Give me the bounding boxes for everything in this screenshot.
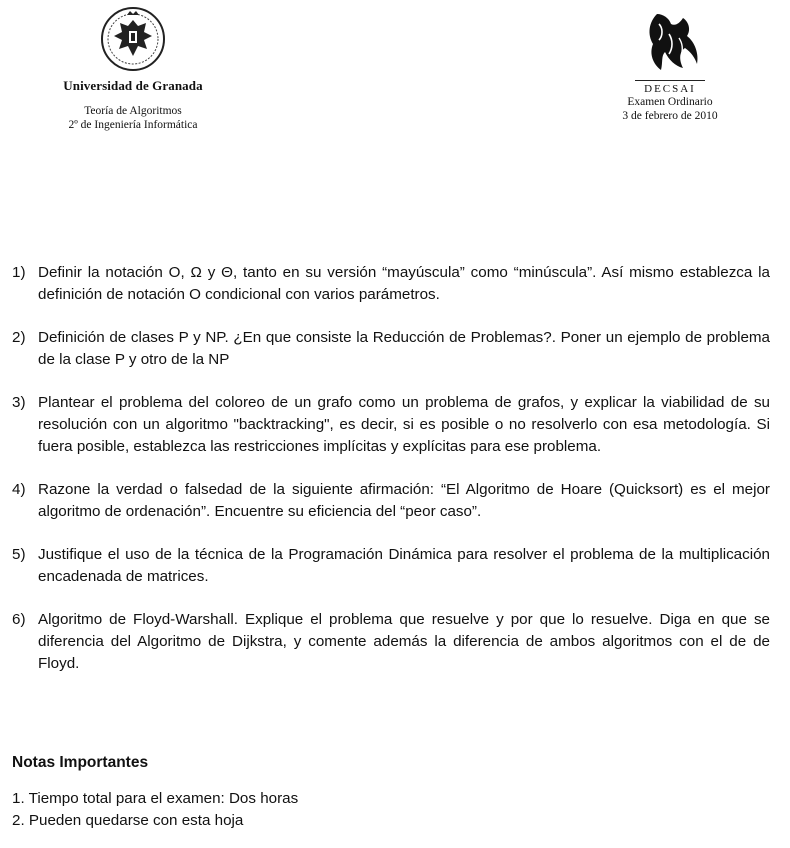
- question-text: Algoritmo de Floyd-Warshall. Explique el problema que resuelve y por que lo resuelve. Diga en que se diferencia del Algoritmo de Dijkstra, y comente además la diferencia de ambos algoritmos con el de de Floyd.: [38, 611, 770, 672]
- question-item: [12, 544, 770, 588]
- department-name: DECSAI: [644, 83, 696, 95]
- question-list: [12, 262, 770, 696]
- header-right: [590, 10, 750, 123]
- question-text: Justifique el uso de la técnica de la Programación Dinámica para resolver el problema de la multiplicación encadenada de matrices.: [38, 546, 770, 585]
- question-text: Definir la notación O, Ω y Θ, tanto en su versión “mayúscula” como “minúscula”. Así mismo establezca la definición de notación O condicional con varios parámetros.: [38, 264, 770, 303]
- question-number: 2): [12, 329, 26, 346]
- question-number: 5): [12, 546, 26, 563]
- note-item: 1. Tiempo total para el examen: Dos horas: [12, 790, 299, 807]
- header-left: [30, 6, 236, 132]
- note-item: 2. Pueden quedarse con esta hoja: [12, 812, 244, 829]
- university-name: Universidad de Granada: [63, 78, 203, 93]
- university-seal-icon: [100, 6, 166, 72]
- question-number: 3): [12, 394, 26, 411]
- degree-name: 2º de Ingeniería Informática: [68, 119, 198, 131]
- department-rule: [635, 80, 705, 81]
- notes-title: Notas Importantes: [12, 754, 149, 771]
- question-number: 6): [12, 611, 26, 628]
- question-item: [12, 479, 770, 523]
- notes-section: [12, 754, 770, 832]
- question-item: [12, 327, 770, 371]
- exam-date: 3 de febrero de 2010: [622, 110, 718, 122]
- question-text: Definición de clases P y NP. ¿En que consiste la Reducción de Problemas?. Poner un ejemplo de problema de la clase P y otro de la NP: [38, 329, 770, 368]
- question-text: Razone la verdad o falsedad de la siguiente afirmación: “El Algoritmo de Hoare (Quicksort) es el mejor algoritmo de ordenación”. Encuentre su eficiencia del “peor caso”.: [38, 481, 770, 520]
- course-name: Teoría de Algoritmos: [84, 105, 182, 117]
- question-item: [12, 262, 770, 306]
- question-item: [12, 392, 770, 458]
- department-logo-icon: [639, 10, 701, 76]
- exam-type: Examen Ordinario: [627, 96, 713, 108]
- question-number: 4): [12, 481, 26, 498]
- question-number: 1): [12, 264, 26, 281]
- question-text: Plantear el problema del coloreo de un grafo como un problema de grafos, y explicar la viabilidad de su resolución con un algoritmo "backtracking", es decir, si es posible o no resolverlo con esa metodología. Si fuera posible, establezca las restricciones implícitas y explícitas para ese problema.: [38, 394, 770, 455]
- question-item: [12, 609, 770, 675]
